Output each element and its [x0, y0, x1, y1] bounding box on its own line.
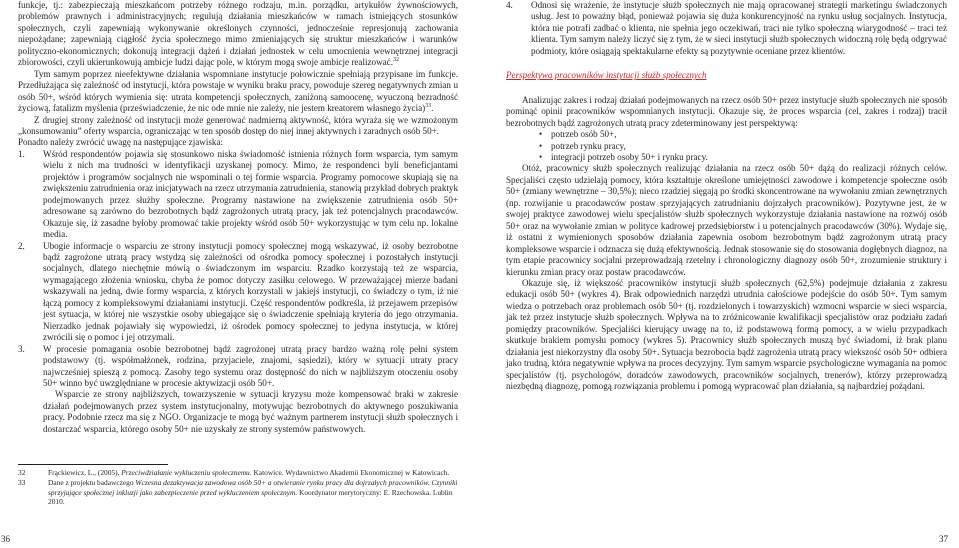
paragraph-excessive-activity: Z drugiej strony zależność od instytucji może generować nadmierną aktywność, która wyraża się we wzmożonym „konsumowaniu” oferty wsparcia, ograniczając w ten sposób dostęp do niej innej aktywnych i zaradnych osób 50+.	[18, 114, 458, 136]
left-column	[18, 0, 458, 435]
list-item-text: Odnosi się wrażenie, że instytucje służb społecznych nie mają opracowanej strategii marketingu świadczonych usług. Jest to poważny błąd, ponieważ pojawia się duża konkurencyjność na rynku usług socjalnych. Instytucja, która nie potrafi zadbać o klienta, nie spełnia jego oczekiwań, traci nie tylko społeczną wiarygodność – traci też klienta. Tym samym należy liczyć się z tym, że w sieci instytucji służb społecznych widoczną rolę będą odgrywać podmioty, które osiągają spektakularne efekty są pozytywnie oceniane przez klientów.	[531, 0, 947, 56]
list-item-number: 4.	[506, 0, 513, 10]
bullet-item: • potrzeb rynku pracy,	[506, 141, 947, 152]
list-item	[18, 149, 458, 241]
footnote-ref-33[interactable]: 33	[425, 103, 432, 110]
section-heading: Perspektywa pracowników instytucji służb społecznych	[506, 70, 707, 81]
footnote-title: Wczesna dezaktywacja zawodowa osób 50+ a otwieranie rynku pracy dla dojrzałych pracowników. Czynniki sprzyjające społecznej inkluzji jako zabezpieczenie przed wykluczeniem społecznym.	[48, 477, 458, 497]
list-item-text: Wśród respondentów pojawia się stosunkowo niska świadomość istnienia różnych form wsparcia, tym samym wielu z nich ma trudności w identyfikacji uzyskanej pomocy. Mimo, że respondenci byli beneficjantami projektów i programów socjalnych nie wspominali o tej formie wsparcia. Programy pomocowe skupiają się na zwiększeniu zatrudnienia oraz inicjatywach na rzecz utrzymania zatrudnienia, stanowią przykład dobrych praktyk podejmowanych przez służby społeczne. Programy nastawione na zwiększenie zatrudnienia osób 50+ adresowane są zarówno do bezrobotnych bądź zagrożonych utratą pracy, jak też potencjalnych pracodawców. Okazuje się, iż zasadne byłoby promować takie projekty wśród osób 50+ wykorzystując w tym celu np. lokalne media.	[43, 148, 458, 240]
page-number-left: 36	[1, 534, 10, 544]
list-item	[18, 344, 458, 436]
list-item	[18, 241, 458, 344]
list-item-number: 1.	[18, 148, 25, 159]
list-item-text: W procesie pomagania osobie bezrobotnej bądź zagrożonej utratą pracy bardzo ważną rolę pełni system podstawowy (tj. współmałżonek, rodzina, przyjaciele, znajomi, sąsiedzi), który w sytuacji utraty pracy najwcześniej spieszą z pomocą. Zasoby tego systemu oraz dostępność do nich w najbliższym otoczeniu osoby 50+ winno być uwzględniane w procesie aktywizacji osób 50+.	[43, 343, 458, 388]
phenomena-list-continued	[506, 0, 947, 57]
right-column	[506, 0, 947, 393]
bullet-item: • potrzeb osób 50+,	[506, 129, 947, 140]
list-item	[506, 0, 947, 57]
list-item-text: Ubogie informacje o wsparciu ze strony instytucji pomocy społecznej mogą wskazywać, iż osoby bezrobotne bądź zagrożone utratą pracy wstydzą się zależności od ośrodka pomocy społecznej i pozostałych instytucji socjalnych, dlatego niechętnie mówią o świadczonym im wsparciu. Rzadko korzystają też ze wsparcia, wymagającego złożenia wniosku, chyba że pomoc dotyczy zasiłku celowego. W przeważającej mierze badani wskazywali na jedną, dwie formy wsparcia, z których korzystali w jakiejś instytucji, co świadczy o tym, iż nie łączą pomocy z kompleksowymi działaniami instytucji. Część respondentów podkreśla, iż przejawem przepisów jest sytuacja, w której nie wszystkie osoby ubiegające się o świadczenie spełniają kryteria do jego otrzymania. Nierzadko jednak pojawiały się wypowiedzi, iż ośrodek pomocy społecznej to jedyna instytucja, w której zwrócili się o pomoc i jej otrzymali.	[43, 240, 458, 343]
bullet-item: • integracji potrzeb osoby 50+ i rynku pracy.	[506, 152, 947, 163]
phenomena-list	[18, 149, 458, 435]
paragraph-institutional-dependence: Tym samym poprzez nieefektywne działania wspomniane instytucje połowicznie spełniają przypisane im funkcje. Przedłużająca się zależność od instytucji, która powstaje w wyniku braku pracy, powoduje szereg negatywnych zmian u osób 50+, wśród których wymienia się: utrata kompetencji społecznych, zaniżoną samoocenę, wyuczoną bezradność życiową, fatalizm myślenia (przeświadczenie, że nic ode mnie nie zależy, nie jestem kreatorem własnego życia)$^{33}$.	[18, 68, 458, 114]
footnote-title: Przeciwdziałanie wykluczeniu społecznemu.	[121, 468, 252, 477]
list-item-continuation: Wsparcie ze strony najbliższych, towarzyszenie w sytuacji kryzysu może kompensować braki w zakresie działań podejmowanych przez system instytucjonalny, motywując bezrobotnych do aktywnego poszukiwania pracy. Podobnie rzecz ma się z NGO. Organizacje te mogą być ważnym partnerem instytucji służb społecznych i dostarczać wsparcia, którego osoby 50+ nie uzyskały ze strony systemów państwowych.	[43, 389, 458, 434]
page-number-right: 37	[939, 534, 948, 544]
footnote-32: 32 Frąckiewicz, L., (2005), Przeciwdziałanie wykluczeniu społecznemu. Katowice. Wydawnictwo Akademii Ekonomicznej w Katowicach.	[18, 468, 450, 477]
paragraph-worker-education: Okazuje się, iż większość pracowników instytucji służb społecznych (62,5%) podejmuje działania z zakresu edukacji osób 50+ (wykres 4). Brak odpowiednich narzędzi utrudnia całościowe podejście do osób 50+. Tym samym wiedza o potrzebach oraz problemach osób 50+ (tj. rozdzielonych i towarzyskich) wzmocni wsparcie w sieci wsparcia, jak też przez instytucje służb społecznych. Wpływa na to zróżnicowanie kwalifikacji specjalistów oraz podziału zadań pomiędzy pracowników. Specjaliści kierujący uwagę na to, iż podstawową formą pomocy, a w wielu przypadkach skutkuje brakiem pomysłu pomocy (wykres 5). Pracownicy służb społecznych muszą być świadomi, iż brak planu działania jest niekorzystny dla osoby 50+. Sytuacja bezrobocia bądź zagrożenia utratą pracy wiekszość osób 50+ odbiera jako trudną, która negatywnie wpływa na proces decyzyjny. Tym samym wsparcie psychologiczne wymagania na pomoc specjalistów (tj. psychologów, doradców zawodowych, pracowników socjalnych, trenerów), którzy przeprowadzą niezbędną diagnozę, pomogą rozwiązania problemu i pomogą wypracować plan działania, są najbardziej pożądani.	[506, 277, 947, 392]
footnote-ref-32[interactable]: 32	[393, 57, 399, 64]
intro-paragraph: funkcje, tj.: zabezpieczają mieszkańcom potrzeby różnego rodzaju, m.in. porządku, artykułów żywnościowych, problemów prawnych i administracyjnych; regulują działania mieszkańców w ramach istniejących stosunków społecznych, czyli zapewniają wykonywanie określonych czynności, jednocześnie represjonują zachowania niepożądane; zapewniają ciągłość życia społecznego mimo zmieniających się struktur mieszkańców i warunków polityczno-ekonomicznych; dokonują integracji dążeń i działań jednostek w celu umocnienia wewnętrznej integracji zbiorowości, czyli ukierunkowują ambicje ludzi dając pole, w którym mogą swoje ambicje realizować.$^{32}$	[18, 0, 458, 68]
footnote-33: 33 Dane z projektu badawczego Wczesna dezaktywacja zawodowa osób 50+ a otwieranie rynku pracy dla dojrzałych pracowników. Czynniki sprzyjające społecznej inkluzji jako zabezpieczenie przed wykluczeniem społecznym. Koordynator merytoryczny: E. Rzechowska. Lublin 2010.	[18, 477, 458, 507]
paragraph-phenomena-intro: Ponadto należy zwrócić uwagę na następujące zjawiska:	[18, 137, 224, 148]
paragraph-worker-perspective: Analizując zakres i rodzaj działań podejmowanych na rzecz osób 50+ przez instytucje służb społecznych nie sposób pominąć opinii pracowników wspomnianych instytucji. Okazuje się, że proces wsparcia (cel, zakres i rodzaj) tracił bezrobotnych bądź zagrożonych utratą pracy zdeterminowany jest perspektywą:	[506, 94, 947, 128]
footnotes	[18, 468, 458, 507]
paragraph-worker-goals: Otóż, pracownicy służb społecznych realizując działania na rzecz osób 50+ dążą do realizacji różnych celów. Specjaliści często udzielają pomocy, która kształtuje określone umiejętności zawodowe i kompetencje społeczne osób 50+ (zmiany wewnętrzne – 30,5%); nieco rzadziej sięgają po środki skoncentrowane na wywołaniu zmian zewnętrznych (np. rozwijanie u pracodawców postaw sprzyjających zatrudnianiu dojrzałych pracowników). Pozytywne jest, że w swojej praktyce zawodowej wielu specjalistów służb społecznych wykorzystuje działania nastawione na rozwój osób 50+ oraz na wywołanie zmian w polityce kadrowej przedsiębiorstw i u potencjalnych pracodawców (30%). Wydaje się, iż ostatni z wymienionych sposobów działania zapewnia osobom bezrobotnym bądź zagrożonym utratą pracy kompleksowe wsparcie i odznacza się dużą efektywnością. Jednak stosowanie się do stosowania dogłębnych diagnoz, na tym etapie pracownicy socjalni przeprowadzają rzetelny i chronologiczny diagnozy osób 50+, zrozumienie struktury i kierunku zmian pracy oraz postaw pracodawców.	[506, 163, 947, 277]
list-item-number: 3.	[18, 343, 25, 354]
footnote-divider	[18, 464, 168, 465]
list-item-number: 2.	[18, 240, 25, 251]
footnote-number: 33	[18, 477, 26, 487]
footnote-number: 32	[18, 468, 26, 477]
perspective-bullet-list	[506, 129, 947, 163]
